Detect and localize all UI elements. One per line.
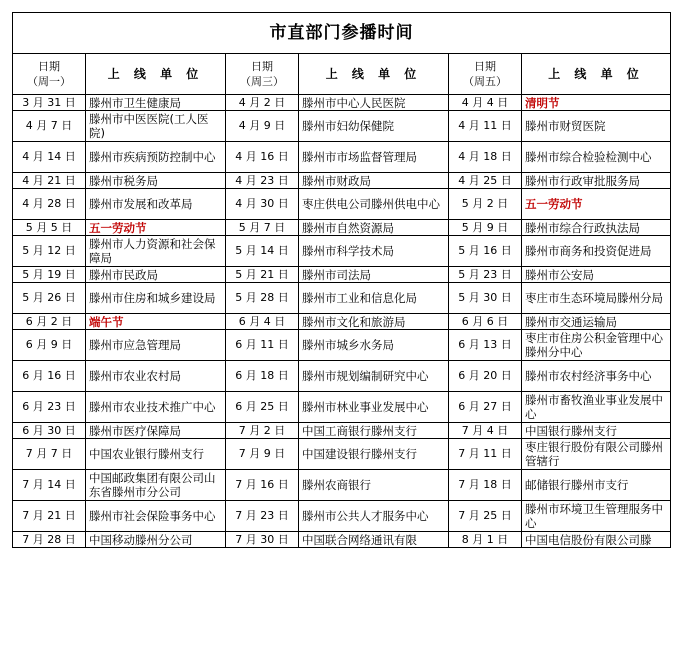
date-cell-mon: 7 月 21 日 bbox=[13, 501, 86, 532]
date-cell-mon: 6 月 2 日 bbox=[13, 314, 86, 330]
unit-cell: 滕州市税务局 bbox=[86, 173, 226, 189]
table-row bbox=[13, 236, 671, 267]
date-cell-fri: 8 月 1 日 bbox=[449, 532, 522, 548]
unit-cell: 滕州农商银行 bbox=[299, 470, 449, 501]
date-cell-wed: 4 月 2 日 bbox=[226, 95, 299, 111]
weekday-label: （周一） bbox=[27, 75, 71, 88]
date-cell-fri: 7 月 18 日 bbox=[449, 470, 522, 501]
weekday-label: （周五） bbox=[463, 75, 507, 88]
date-cell-wed: 5 月 28 日 bbox=[226, 283, 299, 314]
date-cell-fri: 5 月 23 日 bbox=[449, 267, 522, 283]
date-cell-mon: 5 月 26 日 bbox=[13, 283, 86, 314]
date-cell-mon: 7 月 14 日 bbox=[13, 470, 86, 501]
unit-cell: 中国邮政集团有限公司山东省滕州市分公司 bbox=[86, 470, 226, 501]
unit-cell: 滕州市公安局 bbox=[522, 267, 671, 283]
date-cell-wed: 4 月 23 日 bbox=[226, 173, 299, 189]
unit-cell: 滕州市公共人才服务中心 bbox=[299, 501, 449, 532]
date-cell-fri: 5 月 9 日 bbox=[449, 220, 522, 236]
table-row bbox=[13, 267, 671, 283]
date-cell-wed: 7 月 23 日 bbox=[226, 501, 299, 532]
unit-cell: 滕州市民政局 bbox=[86, 267, 226, 283]
date-cell-fri: 4 月 18 日 bbox=[449, 142, 522, 173]
unit-cell: 滕州市住房和城乡建设局 bbox=[86, 283, 226, 314]
date-cell-fri: 4 月 25 日 bbox=[449, 173, 522, 189]
date-label: 日期 bbox=[474, 60, 496, 73]
table-row bbox=[13, 470, 671, 501]
unit-cell: 滕州市应急管理局 bbox=[86, 330, 226, 361]
unit-cell: 滕州市综合检验检测中心 bbox=[522, 142, 671, 173]
schedule-table bbox=[12, 12, 671, 548]
unit-cell: 滕州市医疗保障局 bbox=[86, 423, 226, 439]
unit-cell: 中国农业银行滕州支行 bbox=[86, 439, 226, 470]
unit-cell: 滕州市行政审批服务局 bbox=[522, 173, 671, 189]
unit-cell: 滕州市科学技术局 bbox=[299, 236, 449, 267]
table-row bbox=[13, 189, 671, 220]
unit-cell: 中国移动滕州分公司 bbox=[86, 532, 226, 548]
date-cell-fri: 6 月 20 日 bbox=[449, 361, 522, 392]
unit-cell: 滕州市工业和信息化局 bbox=[299, 283, 449, 314]
date-cell-mon: 5 月 19 日 bbox=[13, 267, 86, 283]
schedule-sheet bbox=[12, 12, 670, 548]
date-label: 日期 bbox=[38, 60, 60, 73]
table-row bbox=[13, 314, 671, 330]
date-cell-wed: 7 月 30 日 bbox=[226, 532, 299, 548]
unit-cell: 滕州市综合行政执法局 bbox=[522, 220, 671, 236]
date-cell-mon: 4 月 7 日 bbox=[13, 111, 86, 142]
header-unit-1: 上 线 单 位 bbox=[86, 54, 226, 95]
date-cell-wed: 4 月 30 日 bbox=[226, 189, 299, 220]
date-cell-wed: 4 月 9 日 bbox=[226, 111, 299, 142]
date-cell-wed: 7 月 16 日 bbox=[226, 470, 299, 501]
header-date-fri bbox=[449, 54, 522, 95]
table-row bbox=[13, 361, 671, 392]
date-cell-wed: 6 月 4 日 bbox=[226, 314, 299, 330]
unit-cell: 滕州市财贸医院 bbox=[522, 111, 671, 142]
date-cell-wed: 6 月 25 日 bbox=[226, 392, 299, 423]
schedule-body bbox=[13, 95, 671, 548]
date-cell-mon: 4 月 28 日 bbox=[13, 189, 86, 220]
date-cell-mon: 4 月 21 日 bbox=[13, 173, 86, 189]
table-row bbox=[13, 532, 671, 548]
unit-cell: 滕州市畜牧渔业事业发展中心 bbox=[522, 392, 671, 423]
unit-cell: 滕州市环境卫生管理服务中心 bbox=[522, 501, 671, 532]
unit-cell: 滕州市妇幼保健院 bbox=[299, 111, 449, 142]
unit-cell: 中国建设银行滕州支行 bbox=[299, 439, 449, 470]
date-cell-fri: 7 月 4 日 bbox=[449, 423, 522, 439]
unit-cell: 滕州市人力资源和社会保障局 bbox=[86, 236, 226, 267]
date-cell-fri: 6 月 27 日 bbox=[449, 392, 522, 423]
table-row bbox=[13, 173, 671, 189]
date-cell-fri: 7 月 11 日 bbox=[449, 439, 522, 470]
date-cell-fri: 4 月 11 日 bbox=[449, 111, 522, 142]
header-unit-2: 上 线 单 位 bbox=[299, 54, 449, 95]
holiday-cell: 五一劳动节 bbox=[86, 220, 226, 236]
title-row bbox=[13, 13, 671, 54]
unit-cell: 滕州市规划编制研究中心 bbox=[299, 361, 449, 392]
date-cell-wed: 5 月 7 日 bbox=[226, 220, 299, 236]
unit-cell: 枣庄银行股份有限公司滕州管辖行 bbox=[522, 439, 671, 470]
table-row bbox=[13, 439, 671, 470]
weekday-label: （周三） bbox=[240, 75, 284, 88]
table-row bbox=[13, 95, 671, 111]
table-row bbox=[13, 501, 671, 532]
unit-cell: 滕州市社会保险事务中心 bbox=[86, 501, 226, 532]
unit-cell: 滕州市交通运输局 bbox=[522, 314, 671, 330]
header-date-wed bbox=[226, 54, 299, 95]
date-cell-mon: 6 月 30 日 bbox=[13, 423, 86, 439]
unit-cell: 枣庄市住房公积金管理中心滕州分中心 bbox=[522, 330, 671, 361]
holiday-cell: 五一劳动节 bbox=[522, 189, 671, 220]
date-cell-wed: 6 月 18 日 bbox=[226, 361, 299, 392]
table-row bbox=[13, 220, 671, 236]
date-cell-mon: 6 月 9 日 bbox=[13, 330, 86, 361]
unit-cell: 滕州市农村经济事务中心 bbox=[522, 361, 671, 392]
unit-cell: 滕州市城乡水务局 bbox=[299, 330, 449, 361]
table-title: 市直部门参播时间 bbox=[13, 13, 671, 54]
unit-cell: 枣庄供电公司滕州供电中心 bbox=[299, 189, 449, 220]
date-cell-wed: 7 月 9 日 bbox=[226, 439, 299, 470]
unit-cell: 滕州市司法局 bbox=[299, 267, 449, 283]
date-cell-wed: 6 月 11 日 bbox=[226, 330, 299, 361]
date-cell-mon: 6 月 23 日 bbox=[13, 392, 86, 423]
unit-cell: 中国工商银行滕州支行 bbox=[299, 423, 449, 439]
table-row bbox=[13, 330, 671, 361]
unit-cell: 枣庄市生态环境局滕州分局 bbox=[522, 283, 671, 314]
unit-cell: 滕州市市场监督管理局 bbox=[299, 142, 449, 173]
date-cell-mon: 7 月 7 日 bbox=[13, 439, 86, 470]
date-cell-fri: 5 月 2 日 bbox=[449, 189, 522, 220]
unit-cell: 滕州市自然资源局 bbox=[299, 220, 449, 236]
unit-cell: 滕州市农业农村局 bbox=[86, 361, 226, 392]
date-cell-wed: 5 月 14 日 bbox=[226, 236, 299, 267]
header-unit-3: 上 线 单 位 bbox=[522, 54, 671, 95]
date-cell-fri: 5 月 16 日 bbox=[449, 236, 522, 267]
date-cell-fri: 5 月 30 日 bbox=[449, 283, 522, 314]
unit-cell: 滕州市卫生健康局 bbox=[86, 95, 226, 111]
date-cell-mon: 4 月 14 日 bbox=[13, 142, 86, 173]
table-row bbox=[13, 283, 671, 314]
unit-cell: 滕州市疾病预防控制中心 bbox=[86, 142, 226, 173]
table-row bbox=[13, 423, 671, 439]
header-date-mon bbox=[13, 54, 86, 95]
table-row bbox=[13, 392, 671, 423]
table-row bbox=[13, 142, 671, 173]
header-row bbox=[13, 54, 671, 95]
date-cell-mon: 7 月 28 日 bbox=[13, 532, 86, 548]
unit-cell: 滕州市林业事业发展中心 bbox=[299, 392, 449, 423]
date-label: 日期 bbox=[251, 60, 273, 73]
unit-cell: 滕州市财政局 bbox=[299, 173, 449, 189]
unit-cell: 滕州市中医医院(工人医院) bbox=[86, 111, 226, 142]
date-cell-mon: 5 月 12 日 bbox=[13, 236, 86, 267]
unit-cell: 滕州市农业技术推广中心 bbox=[86, 392, 226, 423]
unit-cell: 中国银行滕州支行 bbox=[522, 423, 671, 439]
date-cell-wed: 7 月 2 日 bbox=[226, 423, 299, 439]
date-cell-mon: 3 月 31 日 bbox=[13, 95, 86, 111]
date-cell-wed: 5 月 21 日 bbox=[226, 267, 299, 283]
table-row bbox=[13, 111, 671, 142]
date-cell-fri: 7 月 25 日 bbox=[449, 501, 522, 532]
date-cell-fri: 6 月 6 日 bbox=[449, 314, 522, 330]
date-cell-fri: 6 月 13 日 bbox=[449, 330, 522, 361]
holiday-cell: 端午节 bbox=[86, 314, 226, 330]
date-cell-wed: 4 月 16 日 bbox=[226, 142, 299, 173]
date-cell-mon: 5 月 5 日 bbox=[13, 220, 86, 236]
date-cell-fri: 4 月 4 日 bbox=[449, 95, 522, 111]
unit-cell: 滕州市商务和投资促进局 bbox=[522, 236, 671, 267]
unit-cell: 滕州市发展和改革局 bbox=[86, 189, 226, 220]
unit-cell: 邮储银行滕州市支行 bbox=[522, 470, 671, 501]
unit-cell: 中国联合网络通讯有限 bbox=[299, 532, 449, 548]
holiday-cell: 清明节 bbox=[522, 95, 671, 111]
unit-cell: 中国电信股份有限公司滕 bbox=[522, 532, 671, 548]
unit-cell: 滕州市中心人民医院 bbox=[299, 95, 449, 111]
unit-cell: 滕州市文化和旅游局 bbox=[299, 314, 449, 330]
date-cell-mon: 6 月 16 日 bbox=[13, 361, 86, 392]
